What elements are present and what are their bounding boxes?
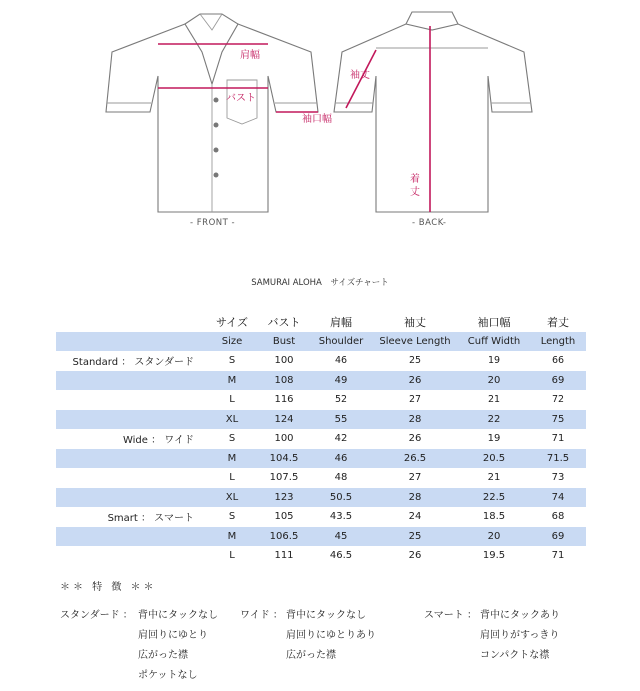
header-cell: Length [530,332,586,352]
value-cell: 22 [458,410,530,430]
button-icon [214,173,219,178]
back-caption: - BACK- [412,218,447,228]
size-chart-title: SAMURAI ALOHA サイズチャート [251,278,389,288]
table-row [56,546,586,566]
category-cell [56,468,206,488]
value-cell: 46 [334,355,348,367]
value-cell: 123 [258,488,310,508]
front-caption: - FRONT - [190,218,236,228]
header-cell: Cuff Width [458,332,530,352]
value-cell: 74 [530,488,586,508]
value-cell: 111 [274,550,294,562]
value-cell: 105 [274,511,294,523]
feature-item: 広がった襟 [286,650,336,661]
category-cell [56,390,206,410]
category-cell [56,449,206,469]
value-cell: 69 [530,371,586,391]
table-row [56,429,586,449]
feature-item: 広がった襟 [138,650,188,661]
header-row-en [56,332,586,352]
feature-group-name: ワイド ： [240,610,283,621]
back-shirt [334,12,532,212]
value-cell: 20.5 [458,449,530,469]
value-cell: 25 [372,527,458,547]
sleeve-label: 袖丈 [350,70,370,81]
button-icon [214,98,219,103]
table-row [56,507,586,527]
size-cell: XL [206,410,258,430]
shoulder-label: 肩幅 [240,50,260,61]
feature-item: ポケットなし [138,670,198,681]
category-cell [56,546,206,566]
value-cell: 104.5 [258,449,310,469]
size-cell: L [229,472,235,484]
size-cell: M [206,527,258,547]
features-title: ＊＊ 特 徴 ＊＊ [60,582,157,593]
value-cell: 19 [487,355,501,367]
size-cell: L [229,394,235,406]
header-cell: Shoulder [310,332,372,352]
value-cell: 75 [530,410,586,430]
header-row-jp [56,312,586,332]
category-cell [56,488,206,508]
value-cell: 26 [372,371,458,391]
category-cell: Standard ： スタンダード [72,357,194,369]
value-cell: 43.5 [329,511,353,523]
feature-item: コンパクトな襟 [480,650,550,661]
table-row [56,527,586,547]
value-cell: 28 [372,488,458,508]
table-row [56,351,586,371]
feature-list [286,606,376,666]
header-cell [56,332,206,352]
button-icon [214,148,219,153]
size-cell: S [228,511,236,523]
table-row [56,371,586,391]
value-cell: 19.5 [482,550,506,562]
length-label-top: 着 [410,174,420,185]
category-cell: Wide ： ワイド [122,435,194,447]
value-cell: 26 [408,550,422,562]
header-cell: バスト [267,315,301,329]
category-cell: Smart ： スマート [107,513,194,525]
table-row [56,468,586,488]
header-cell: Size [206,332,258,352]
header-cell: 肩幅 [330,315,352,329]
value-cell: 27 [408,394,422,406]
size-cell: XL [206,488,258,508]
value-cell: 107.5 [269,472,299,484]
value-cell: 46.5 [329,550,353,562]
header-cell: Sleeve Length [372,332,458,352]
feature-item: 肩回りにゆとりあり [286,630,376,641]
value-cell: 100 [274,355,294,367]
value-cell: 28 [372,410,458,430]
bust-label: バスト [226,93,256,104]
value-cell: 50.5 [310,488,372,508]
value-cell: 18.5 [482,511,506,523]
size-table [56,312,586,566]
size-cell: S [228,355,236,367]
header-cell: 袖口幅 [477,315,511,329]
value-cell: 42 [334,433,348,445]
feature-item: 背中にタックなし [138,610,218,621]
value-cell: 21 [487,394,501,406]
value-cell: 20 [458,527,530,547]
value-cell: 45 [310,527,372,547]
feature-group-name: スタンダード ： [60,610,133,621]
header-cell [56,312,206,332]
shirt-diagram [0,0,640,240]
table-row [56,390,586,410]
value-cell: 69 [530,527,586,547]
header-cell: 着丈 [547,315,569,329]
value-cell: 106.5 [258,527,310,547]
feature-item: 背中にタックなし [286,610,366,621]
value-cell: 26 [408,433,422,445]
cuff-label: 袖口幅 [302,114,332,125]
category-cell [56,371,206,391]
feature-item: 肩回りにゆとり [138,630,208,641]
length-label-bottom: 丈 [410,187,420,198]
value-cell: 52 [334,394,348,406]
table-row [56,449,586,469]
value-cell: 20 [458,371,530,391]
value-cell: 49 [310,371,372,391]
feature-item: 肩回りがすっきり [480,630,560,641]
category-cell [56,527,206,547]
table-row [56,488,586,508]
size-cell: L [229,550,235,562]
category-cell [56,410,206,430]
feature-item: 背中にタックあり [480,610,560,621]
value-cell: 108 [258,371,310,391]
value-cell: 68 [551,511,565,523]
value-cell: 24 [408,511,422,523]
value-cell: 116 [274,394,294,406]
feature-group-name: スマート ： [424,610,477,621]
value-cell: 66 [551,355,565,367]
value-cell: 21 [487,472,501,484]
value-cell: 71.5 [530,449,586,469]
value-cell: 46 [310,449,372,469]
value-cell: 27 [408,472,422,484]
header-cell: Bust [258,332,310,352]
header-cell: サイズ [215,315,249,329]
features-section [60,578,620,688]
value-cell: 55 [310,410,372,430]
table-row [56,410,586,430]
value-cell: 22.5 [458,488,530,508]
feature-list [138,606,218,686]
value-cell: 73 [551,472,565,484]
value-cell: 72 [551,394,565,406]
value-cell: 19 [487,433,501,445]
value-cell: 124 [258,410,310,430]
header-cell: 袖丈 [404,315,426,329]
value-cell: 71 [551,433,565,445]
value-cell: 100 [274,433,294,445]
value-cell: 26.5 [372,449,458,469]
size-cell: S [228,433,236,445]
size-cell: M [206,449,258,469]
value-cell: 71 [551,550,565,562]
button-icon [214,123,219,128]
feature-list [480,606,560,666]
size-cell: M [206,371,258,391]
value-cell: 25 [408,355,422,367]
value-cell: 48 [334,472,348,484]
